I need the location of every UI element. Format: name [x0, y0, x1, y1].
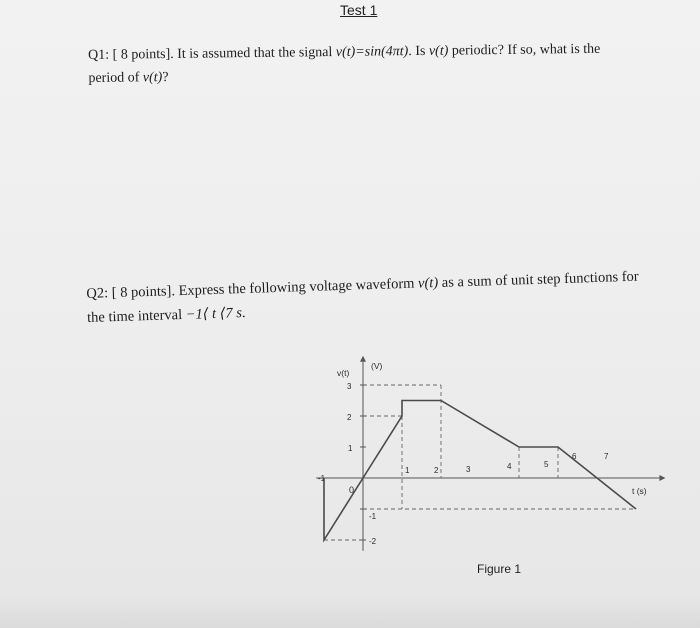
x-tick-label: 7	[604, 452, 609, 461]
y-tick-label: 2	[347, 413, 352, 422]
y-axis-label: v(t)	[337, 368, 350, 378]
time-interval: −1⟨ t ⟨7 s	[185, 305, 243, 323]
x-tick-label: 6	[572, 452, 577, 461]
x-tick-label: -1	[318, 474, 326, 483]
y-tick-label: -2	[369, 537, 377, 546]
y-unit-label: (V)	[371, 361, 383, 371]
origin-label: 0	[349, 485, 355, 495]
question-1-text-mid: . Is	[408, 43, 429, 60]
figure-caption: Figure 1	[477, 562, 522, 576]
signal-name-2: v(t)	[142, 70, 163, 86]
question-2-text-prefix: Q2: [ 8 points]. Express the following voltage waveform	[86, 275, 419, 302]
x-tick-label: 4	[507, 462, 512, 471]
y-tick-label: -1	[369, 512, 377, 521]
question-1-line-2-suffix: ?	[162, 70, 169, 86]
page-title: Test 1	[340, 2, 378, 18]
y-axis-arrow-icon	[360, 356, 366, 362]
x-tick-label: 2	[434, 466, 439, 475]
x-axis-label: t (s)	[632, 486, 647, 496]
question-2-text-suffix: as a sum of unit step functions for	[437, 268, 639, 291]
signal-name: v(t)	[428, 43, 449, 59]
x-tick-label: 3	[466, 465, 471, 474]
x-tick-label: 1	[405, 466, 410, 475]
waveform-name: v(t)	[417, 274, 439, 292]
photo-shadow	[0, 596, 700, 628]
x-tick-label: 5	[544, 460, 549, 469]
question-2-line-2-prefix: the time interval	[86, 306, 186, 326]
question-1-text-prefix: Q1: [ 8 points]. It is assumed that the signal	[88, 44, 336, 63]
question-1-text-suffix: periodic? If so, what is the	[448, 41, 601, 59]
y-tick-label: 1	[348, 444, 353, 453]
signal-expression: v(t)=sin(4πt)	[335, 44, 409, 60]
y-tick-label: 3	[347, 382, 352, 391]
question-1-line-2-prefix: period of	[88, 70, 143, 86]
question-2-line-2-suffix: .	[241, 305, 246, 322]
x-axis-arrow-icon	[659, 475, 665, 481]
